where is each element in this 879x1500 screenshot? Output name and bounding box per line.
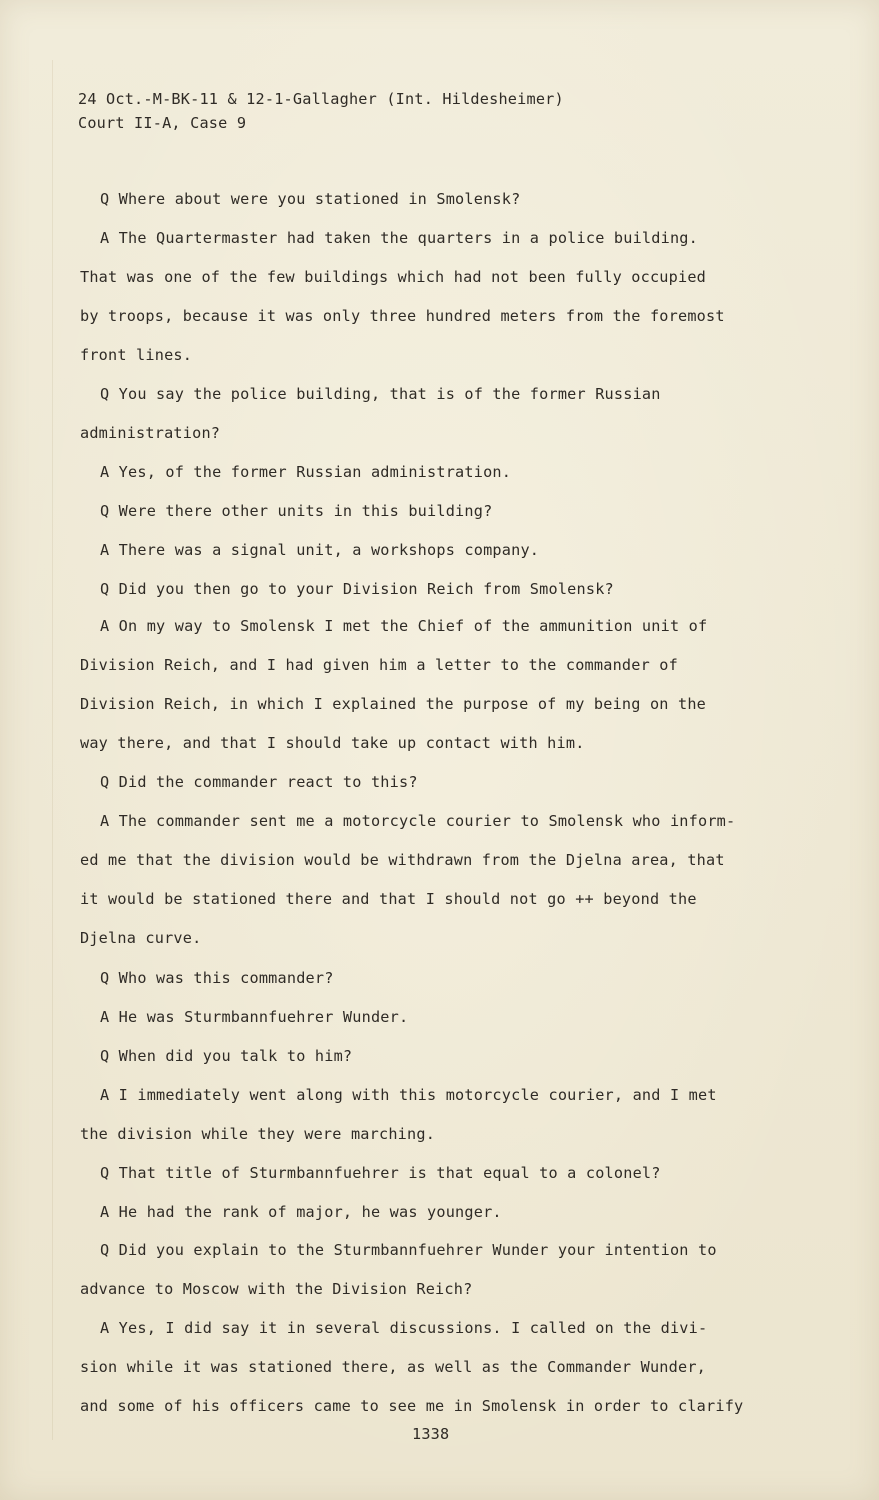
- transcript-line: Division Reich, and I had given him a letter to the commander of: [80, 656, 678, 674]
- transcript-line: ed me that the division would be withdrawn from the Djelna area, that: [80, 851, 725, 869]
- transcript-line: A The commander sent me a motorcycle courier to Smolensk who inform-: [100, 812, 736, 830]
- transcript-line: Q Were there other units in this building?: [100, 502, 493, 520]
- header-line-2: Court II-A, Case 9: [78, 114, 247, 132]
- transcript-line: Q Did the commander react to this?: [100, 773, 418, 791]
- transcript-line: way there, and that I should take up contact with him.: [80, 734, 585, 752]
- transcript-line: front lines.: [80, 346, 193, 364]
- transcript-line: Q When did you talk to him?: [100, 1047, 353, 1065]
- transcript-line: by troops, because it was only three hundred meters from the foremost: [80, 307, 725, 325]
- transcript-line: Djelna curve.: [80, 929, 202, 947]
- transcript-line: Q You say the police building, that is of the former Russian: [100, 385, 661, 403]
- transcript-line: A I immediately went along with this motorcycle courier, and I met: [100, 1086, 717, 1104]
- transcript-line: the division while they were marching.: [80, 1125, 436, 1143]
- transcript-line: and some of his officers came to see me in Smolensk in order to clarify: [80, 1397, 744, 1415]
- page-number: 1338: [412, 1425, 450, 1443]
- transcript-line: A Yes, of the former Russian administration.: [100, 463, 512, 481]
- transcript-line: Q Where about were you stationed in Smolensk?: [100, 190, 521, 208]
- transcript-line: Q Who was this commander?: [100, 969, 334, 987]
- transcript-line: A He was Sturmbannfuehrer Wunder.: [100, 1008, 409, 1026]
- transcript-line: A He had the rank of major, he was younger.: [100, 1203, 502, 1221]
- transcript-line: A Yes, I did say it in several discussions. I called on the divi-: [100, 1319, 708, 1337]
- transcript-line: That was one of the few buildings which had not been fully occupied: [80, 268, 707, 286]
- transcript-line: Q Did you then go to your Division Reich from Smolensk?: [100, 580, 614, 598]
- transcript-line: administration?: [80, 424, 221, 442]
- transcript-line: Q Did you explain to the Sturmbannfuehrer Wunder your intention to: [100, 1241, 717, 1259]
- transcript-line: A On my way to Smolensk I met the Chief of the ammunition unit of: [100, 617, 708, 635]
- transcript-line: Division Reich, in which I explained the purpose of my being on the: [80, 695, 707, 713]
- transcript-line: A The Quartermaster had taken the quarters in a police building.: [100, 229, 698, 247]
- transcript-line: A There was a signal unit, a workshops company.: [100, 541, 540, 559]
- transcript-line: it would be stationed there and that I should not go ++ beyond the: [80, 890, 697, 908]
- header-line-1: 24 Oct.-M-BK-11 & 12-1-Gallagher (Int. Hildesheimer): [78, 90, 564, 108]
- transcript-line: advance to Moscow with the Division Reich?: [80, 1280, 473, 1298]
- transcript-line: sion while it was stationed there, as well as the Commander Wunder,: [80, 1358, 707, 1376]
- transcript-line: Q That title of Sturmbannfuehrer is that equal to a colonel?: [100, 1164, 661, 1182]
